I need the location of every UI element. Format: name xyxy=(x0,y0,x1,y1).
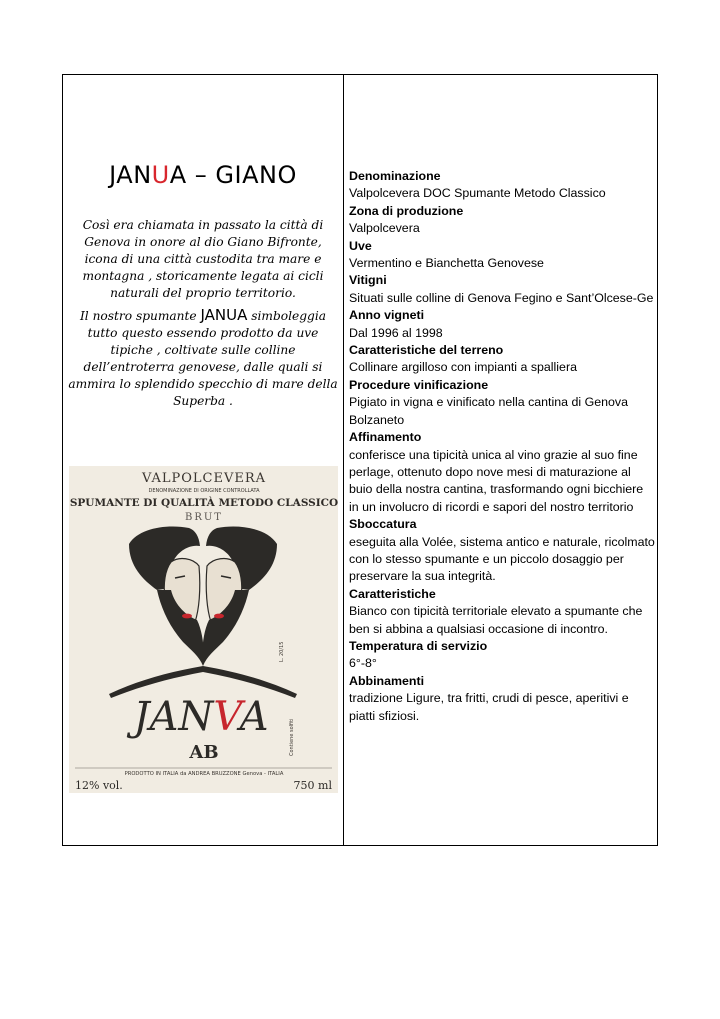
label-region: VALPOLCEVERA xyxy=(141,471,267,486)
title-accent-letter: U xyxy=(151,161,170,189)
detail-value: Pigiato in vigna e vinificato nella cantina di Genova Bolzaneto xyxy=(349,395,628,427)
detail-heading: Procedure vinificazione xyxy=(349,377,489,392)
label-logo: AB xyxy=(189,742,219,763)
detail-heading: Abbinamenti xyxy=(349,673,425,688)
detail-value: conferisce una tipicità unica al vino grazie al suo fine perlage, ottenuto dopo nove mesi di maturazione al buio della nostra cantina, trasformando ogni bicchiere in un involucro di ricordi e sapori del nostro territorio xyxy=(349,447,644,514)
wine-label-image xyxy=(69,466,338,793)
detail-value: Situati sulle colline di Genova Fegino e Sant’Olcese-Ge xyxy=(349,290,654,305)
label-abv: 12% vol. xyxy=(75,779,123,792)
detail-heading: Denominazione xyxy=(349,169,441,183)
intro-paragraph-2: Il nostro spumante JANUA simboleggia tutto questo essendo prodotto da uve tipiche , coltivate sulle colline dell’entroterra genovese, dalle quali si ammira lo splendido specchio di mare della Superba . xyxy=(68,306,338,408)
page-title: JANUA – GIANO xyxy=(109,161,297,189)
detail-heading: Sboccatura xyxy=(349,517,417,532)
label-type: SPUMANTE DI QUALITÀ METODO CLASSICO xyxy=(69,497,338,509)
detail-value: tradizione Ligure, tra fritti, crudi di pesce, aperitivi e piatti sfiziosi. xyxy=(349,691,629,723)
detail-heading: Anno vigneti xyxy=(349,308,425,323)
detail-value: Bianco con tipicità territoriale elevato a spumante che ben si abbina a qualsiasi occasione di incontro. xyxy=(349,604,643,636)
detail-heading: Caratteristiche xyxy=(349,586,436,601)
detail-value: 6°-8° xyxy=(349,656,377,671)
product-sheet-table xyxy=(62,74,658,846)
detail-value: Collinare argilloso con impianti a spalliera xyxy=(349,360,577,375)
detail-heading: Vitigni xyxy=(349,273,387,288)
left-column xyxy=(63,75,343,845)
label-lot: L. 20/15 xyxy=(279,641,285,662)
detail-value: Valpolcevera DOC Spumante Metodo Classico xyxy=(349,186,606,201)
label-volume: 750 ml xyxy=(293,779,332,792)
detail-value: Valpolcevera xyxy=(349,221,420,236)
detail-heading: Uve xyxy=(349,238,372,253)
label-style: BRUT xyxy=(185,512,223,523)
label-brand: JANVA xyxy=(133,694,269,740)
details-column xyxy=(349,168,655,725)
detail-value: eseguita alla Volée, sistema antico e naturale, ricolmato con lo stesso spumante e un piccolo dosaggio per preservare la sua integrità. xyxy=(349,534,655,584)
detail-heading: Caratteristiche del terreno xyxy=(349,343,504,358)
detail-value: Vermentino e Bianchetta Genovese xyxy=(349,256,544,271)
intro-paragraph-1: Così era chiamata in passato la città di Genova in onore al dio Giano Bifronte, icona di una città custodita tra mare e montagna , storicamente legata ai cicli naturali del proprio territorio. xyxy=(82,218,324,300)
label-sulfites: Contiene solfiti xyxy=(289,718,295,756)
label-producer: PRODOTTO IN ITALIA da ANDREA BRUZZONE Genova - ITALIA xyxy=(124,771,284,777)
detail-heading: Temperatura di servizio xyxy=(349,638,488,653)
detail-heading: Affinamento xyxy=(349,430,422,445)
intro-text xyxy=(67,217,339,415)
intro-brand: JANUA xyxy=(200,306,248,324)
detail-value: Dal 1996 al 1998 xyxy=(349,325,443,340)
column-divider xyxy=(343,75,344,845)
label-denomination: DENOMINAZIONE DI ORIGINE CONTROLLATA xyxy=(148,488,260,494)
detail-heading: Zona di produzione xyxy=(349,203,464,218)
